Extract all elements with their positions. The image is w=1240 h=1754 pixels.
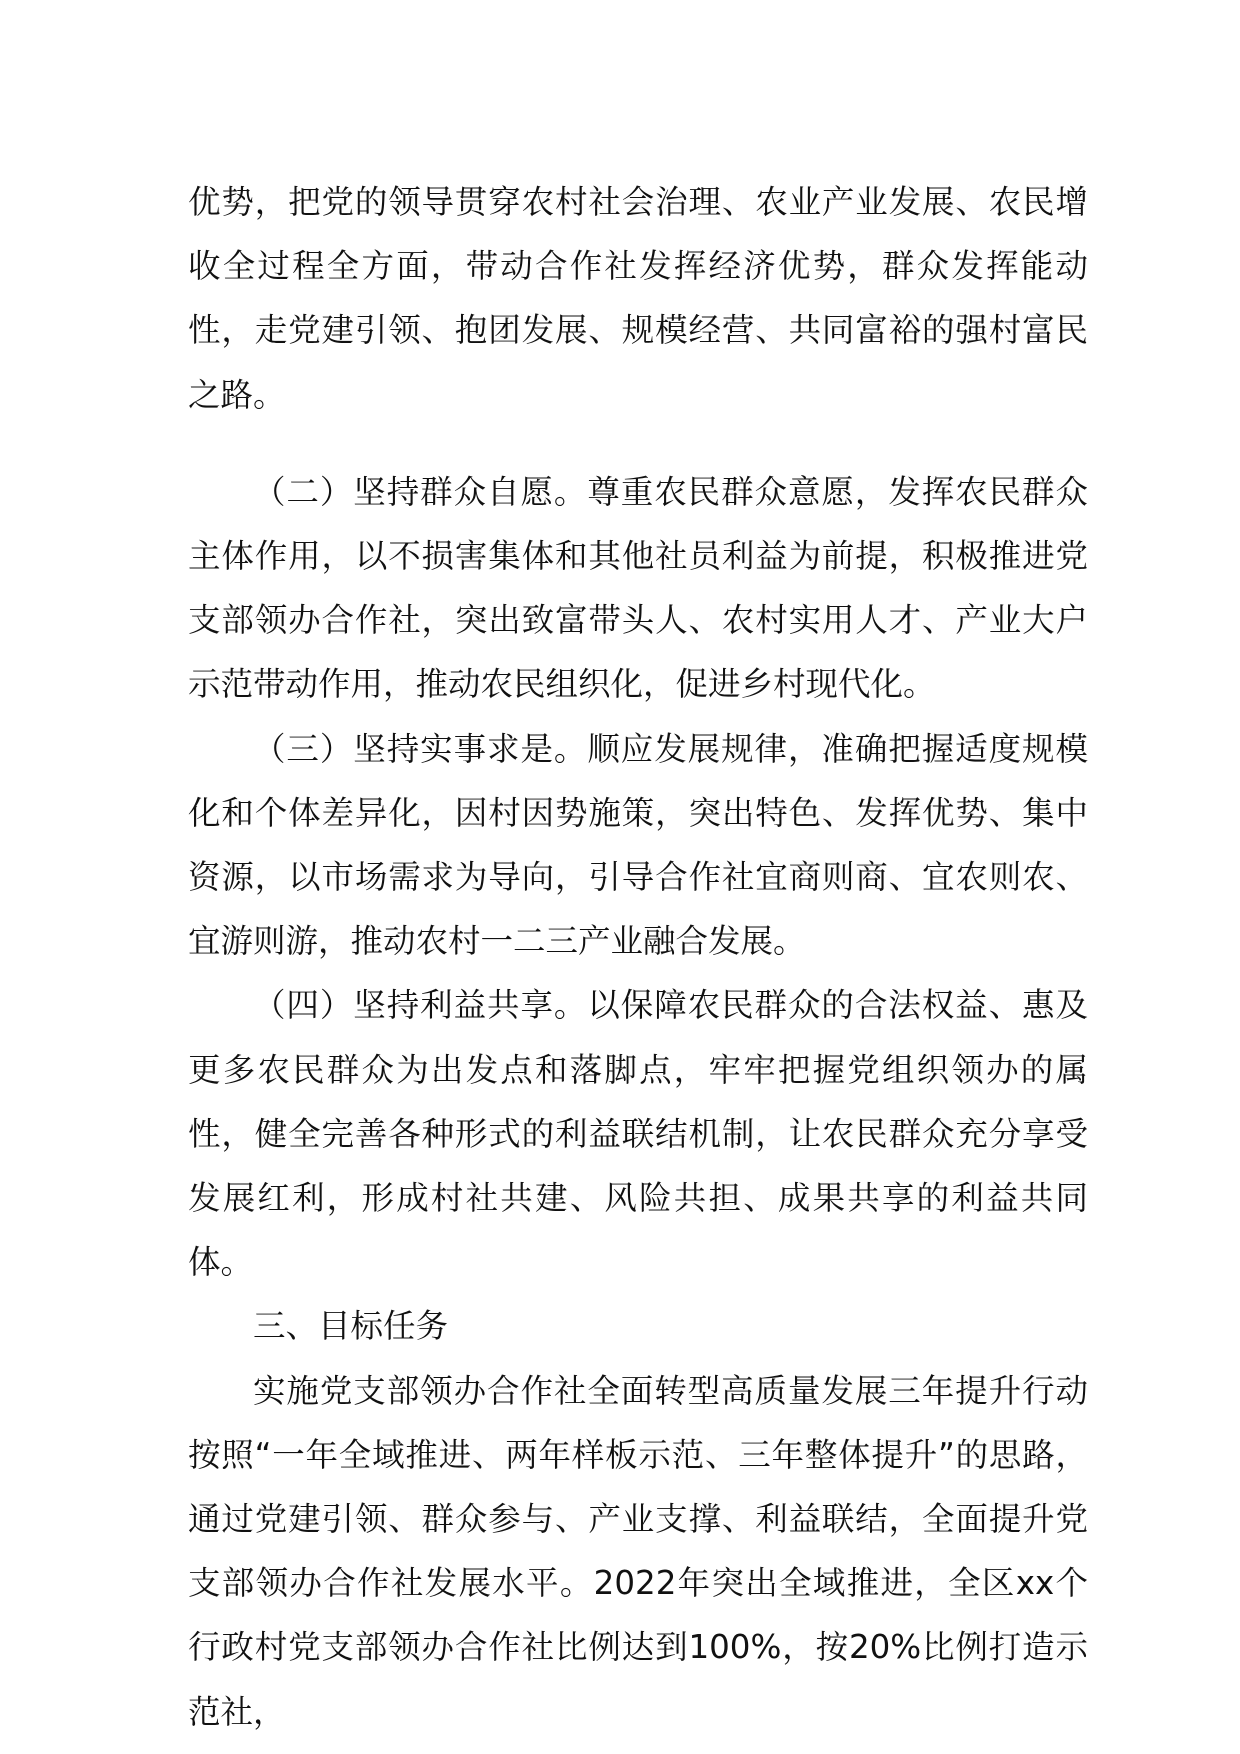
paragraph-goals: 实施党支部领办合作社全面转型高质量发展三年提升行动按照“一年全域推进、两年样板示范、三年整体提升”的思路，通过党建引领、群众参与、产业支撑、利益联结，全面提升党支部领办合作社发展水平。2022年突出全域推进，全区xx个行政村党支部领办合作社比例达到100%，按20%比例打造示范社，	[188, 1371, 1088, 1731]
paragraph-principle-4: （四）坚持利益共享。以保障农民群众的合法权益、惠及更多农民群众为出发点和落脚点，牢牢把握党组织领办的属性，健全完善各种形式的利益联结机制，让农民群众充分享受发展红利，形成村社共建、风险共担、成果共享的利益共同体。	[188, 986, 1088, 1282]
paragraph-continuation: 优势，把党的领导贯穿农村社会治理、农业产业发展、农民增收全过程全方面，带动合作社发挥经济优势，群众发挥能动性，走党建引领、抱团发展、规模经营、共同富裕的强村富民之路。	[188, 183, 1088, 414]
paragraph-principle-2: （二）坚持群众自愿。尊重农民群众意愿，发挥农民群众主体作用，以不损害集体和其他社员利益为前提，积极推进党支部领办合作社，突出致富带头人、农村实用人才、产业大户示范带动作用，推动农民组织化，促进乡村现代化。	[188, 472, 1088, 704]
document-body	[188, 170, 1088, 1744]
paragraph-principle-3: （三）坚持实事求是。顺应发展规律，准确把握适度规模化和个体差异化，因村因势施策，突出特色、发挥优势、集中资源，以市场需求为导向，引导合作社宜商则商、宜农则农、宜游则游，推动农村一二三产业融合发展。	[188, 729, 1088, 961]
section-heading: 三、目标任务	[253, 1307, 449, 1346]
